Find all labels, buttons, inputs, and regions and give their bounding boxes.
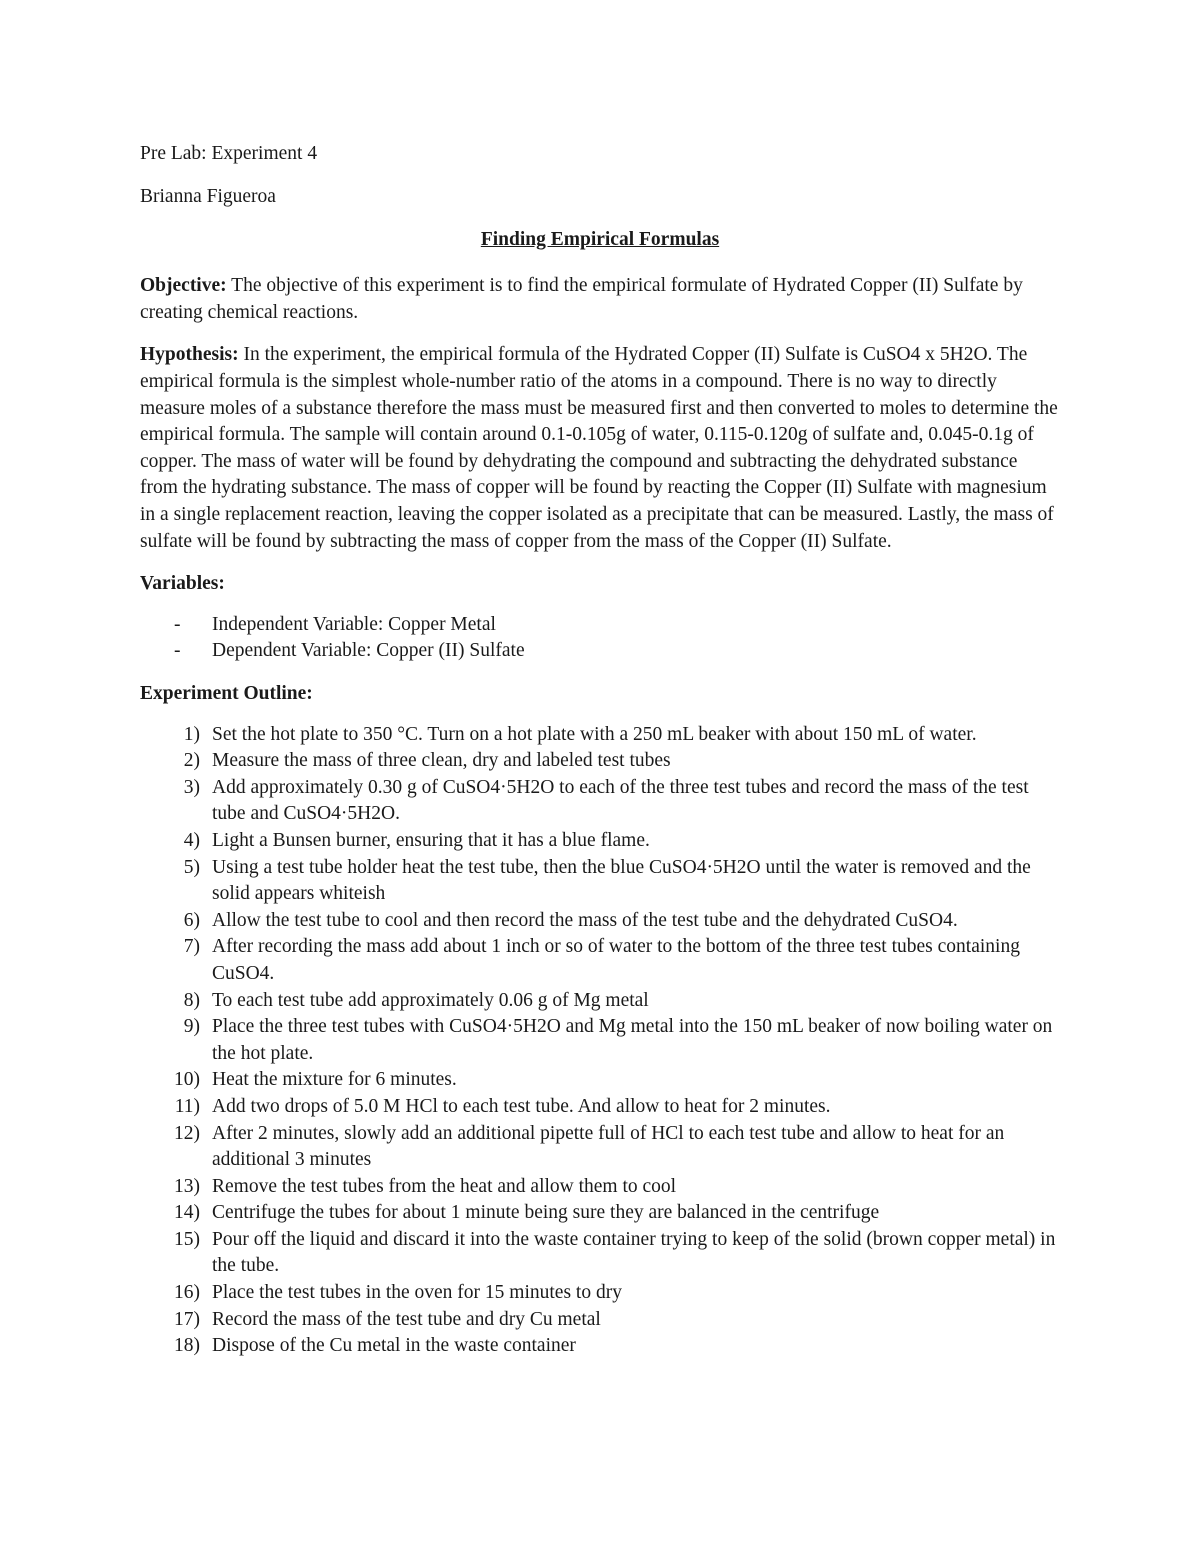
dash-marker: - bbox=[174, 640, 181, 662]
step-number: 18) bbox=[174, 1335, 200, 1357]
list-item bbox=[140, 775, 1060, 828]
step-number: 4) bbox=[183, 829, 200, 851]
list-item bbox=[140, 934, 1060, 987]
list-item bbox=[140, 1014, 1060, 1067]
list-item bbox=[140, 1200, 1060, 1227]
step-number: 17) bbox=[174, 1308, 200, 1330]
hypothesis-paragraph bbox=[140, 342, 1060, 555]
step-number: 7) bbox=[183, 936, 200, 958]
author-name: Brianna Figueroa bbox=[140, 185, 276, 207]
step-text: To each test tube add approximately 0.06 g of Mg metal bbox=[212, 989, 649, 1011]
step-text: Pour off the liquid and discard it into the waste container trying to keep of the solid (brown copper metal) in the tube. bbox=[212, 1228, 1056, 1277]
list-item bbox=[140, 908, 1060, 935]
step-number: 8) bbox=[183, 989, 200, 1011]
list-item bbox=[140, 612, 1060, 639]
list-item bbox=[140, 1333, 1060, 1360]
step-text: Add two drops of 5.0 M HCl to each test tube. And allow to heat for 2 minutes. bbox=[212, 1095, 831, 1117]
list-item bbox=[140, 1280, 1060, 1307]
step-text: Light a Bunsen burner, ensuring that it has a blue flame. bbox=[212, 829, 650, 851]
list-item bbox=[140, 1121, 1060, 1174]
step-number: 12) bbox=[174, 1122, 200, 1144]
list-item bbox=[140, 1227, 1060, 1280]
course-line: Pre Lab: Experiment 4 bbox=[140, 143, 318, 164]
variables-list bbox=[140, 612, 1060, 665]
step-text: Record the mass of the test tube and dry Cu metal bbox=[212, 1308, 601, 1330]
outline-heading: Experiment Outline: bbox=[140, 683, 313, 704]
objective-label: Objective: bbox=[140, 275, 227, 297]
step-number: 2) bbox=[183, 750, 200, 772]
step-text: Place the test tubes in the oven for 15 minutes to dry bbox=[212, 1282, 622, 1304]
step-number: 9) bbox=[183, 1016, 200, 1038]
list-item bbox=[140, 748, 1060, 775]
document-page bbox=[140, 141, 1060, 1360]
variable-text: Dependent Variable: Copper (II) Sulfate bbox=[212, 640, 525, 662]
step-number: 3) bbox=[183, 776, 200, 798]
step-text: Centrifuge the tubes for about 1 minute being sure they are balanced in the centrifuge bbox=[212, 1202, 880, 1224]
document-title: Finding Empirical Formulas bbox=[480, 229, 720, 251]
step-text: Using a test tube holder heat the test tube, then the blue CuSO4·5H2O until the water is removed and the solid appears whiteish bbox=[212, 856, 1031, 905]
step-text: Heat the mixture for 6 minutes. bbox=[212, 1069, 457, 1091]
step-number: 1) bbox=[183, 723, 200, 745]
step-number: 11) bbox=[174, 1095, 200, 1117]
variables-heading: Variables: bbox=[140, 573, 225, 595]
step-text: Remove the test tubes from the heat and allow them to cool bbox=[212, 1175, 677, 1197]
list-item bbox=[140, 1067, 1060, 1094]
step-text: Place the three test tubes with CuSO4·5H2O and Mg metal into the 150 mL beaker of now boiling water on the hot plate. bbox=[212, 1016, 1053, 1064]
step-number: 16) bbox=[174, 1282, 200, 1304]
step-text: After 2 minutes, slowly add an additional pipette full of HCl to each test tube and allow to heat for an additional 3 minutes bbox=[212, 1122, 1005, 1171]
list-item bbox=[140, 1307, 1060, 1334]
step-number: 5) bbox=[183, 856, 200, 878]
list-item bbox=[140, 1174, 1060, 1201]
objective-paragraph bbox=[140, 273, 1060, 326]
step-number: 15) bbox=[174, 1228, 200, 1250]
list-item bbox=[140, 828, 1060, 855]
step-text: Add approximately 0.30 g of CuSO4·5H2O to each of the three test tubes and record the mass of the test tube and CuSO4·5H2O. bbox=[212, 776, 1029, 825]
dash-marker: - bbox=[174, 613, 181, 635]
list-item bbox=[140, 1094, 1060, 1121]
list-item bbox=[140, 855, 1060, 908]
step-text: Measure the mass of three clean, dry and labeled test tubes bbox=[212, 750, 671, 772]
objective-text: The objective of this experiment is to find the empirical formulate of Hydrated Copper (II) Sulfate by creating chemical reactions. bbox=[140, 275, 1023, 323]
hypothesis-text: In the experiment, the empirical formula of the Hydrated Copper (II) Sulfate is CuSO4 x 5H2O. The empirical formula is the simplest whole-number ratio of the atoms in a compound. There is no way to directly measure moles of a substance therefore the mass must be measured first and then converted to moles to determine the empirical formula. The sample will contain around 0.1-0.105g of water, 0.115-0.120g of sulfate and, 0.045-0.1g of copper. The mass of water will be found by dehydrating the compound and subtracting the dehydrated substance from the hydrating substance. The mass of copper will be found by reacting the Copper (II) Sulfate with magnesium in a single replacement reaction, leaving the copper isolated as a precipitate that can be measured. Lastly, the mass of sulfate will be found by subtracting the mass of copper from the mass of the Copper (II) Sulfate. bbox=[140, 344, 1058, 552]
step-text: Dispose of the Cu metal in the waste container bbox=[212, 1335, 576, 1357]
outline-steps-list bbox=[140, 722, 1060, 1360]
list-item bbox=[140, 638, 1060, 665]
variable-text: Independent Variable: Copper Metal bbox=[212, 613, 496, 635]
step-text: Set the hot plate to 350 °C. Turn on a hot plate with a 250 mL beaker with about 150 mL of water. bbox=[212, 723, 977, 745]
step-number: 10) bbox=[174, 1069, 200, 1091]
list-item bbox=[140, 722, 1060, 749]
step-text: Allow the test tube to cool and then record the mass of the test tube and the dehydrated CuSO4. bbox=[212, 909, 958, 931]
step-number: 14) bbox=[174, 1202, 200, 1224]
hypothesis-label: Hypothesis: bbox=[140, 344, 239, 366]
step-text: After recording the mass add about 1 inch or so of water to the bottom of the three test tubes containing CuSO4. bbox=[212, 936, 1020, 984]
step-number: 6) bbox=[183, 909, 200, 931]
list-item bbox=[140, 988, 1060, 1015]
step-number: 13) bbox=[174, 1175, 200, 1197]
